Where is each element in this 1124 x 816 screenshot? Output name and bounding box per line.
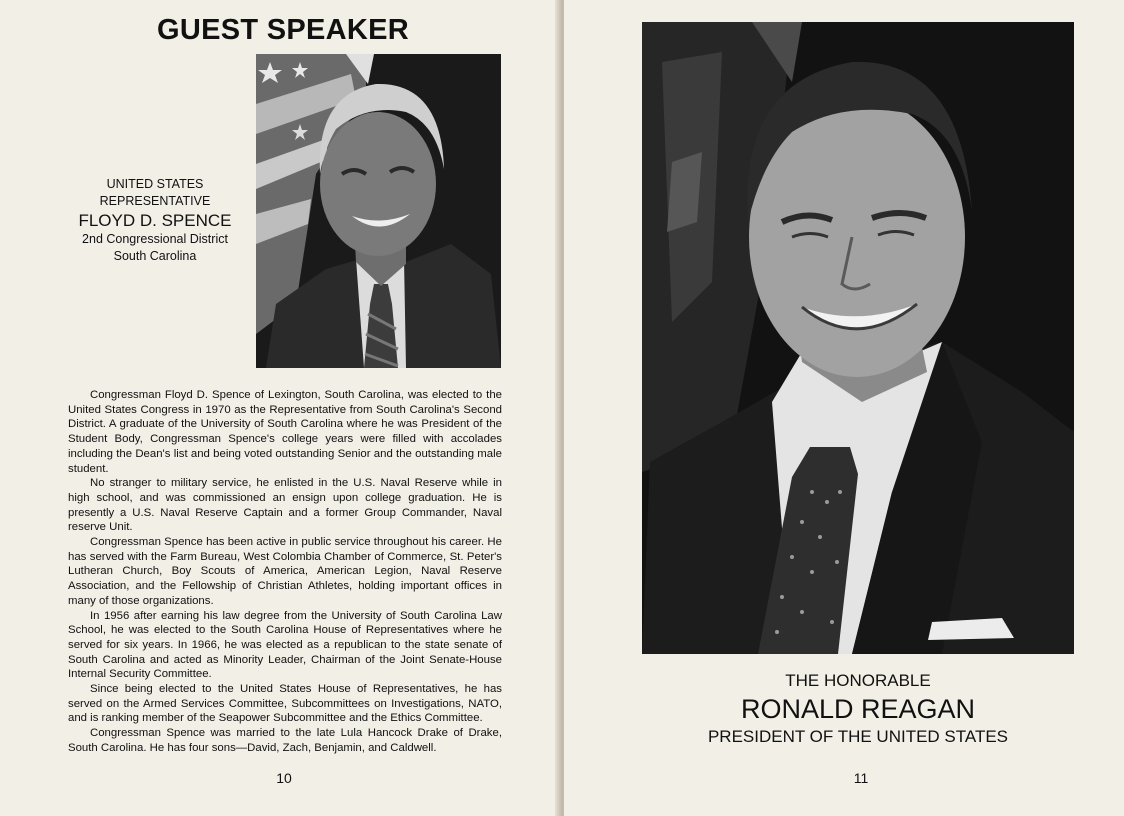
caption-honorific: THE HONORABLE — [785, 671, 931, 690]
bio-paragraph: In 1956 after earning his law degree from the University of South Carolina Law School, he was elected to the South Carolina House of Representatives where he served for six years. In 1966, he was elected as a republican to the state senate of South Carolina and acted as Minority Leader, Chairman of the Joint Senate-House Internal Security Committee. — [68, 609, 502, 681]
reagan-portrait-photo — [642, 22, 1074, 654]
reagan-caption — [676, 670, 1040, 748]
speaker-name: FLOYD D. SPENCE — [78, 211, 232, 230]
speaker-district: 2nd Congressional District — [82, 232, 228, 246]
bio-paragraph: No stranger to military service, he enlisted in the U.S. Naval Reserve while in high school, and was commissioned an ensign upon college graduation. He is presently a U.S. Naval Reserve Captain and a former Group Commander, Naval reserve Unit. — [68, 477, 502, 534]
bio-paragraph: Since being elected to the United States House of Representatives, he has served on the Armed Services Committee, Subcommittees on Investigations, NATO, and is ranking member of the Seapower Subcommittee and the Ethics Committee. — [68, 683, 502, 725]
bio-paragraph: Congressman Spence has been active in public service throughout his career. He has served with the Farm Bureau, West Colombia Chamber of Commerce, St. Peter's Lutheran Church, Boy Scouts of America, American Legion, Naval Reserve Association, and the Fellowship of Christian Athletes, holding important offices in many of those organizations. — [68, 536, 502, 607]
speaker-biography — [68, 388, 502, 756]
bio-paragraph: Congressman Spence was married to the late Lula Hancock Drake of Drake, South Carolina. He has four sons—David, Zach, Benjamin, and Caldwell. — [68, 727, 502, 754]
caption-name: RONALD REAGAN — [740, 694, 976, 724]
spence-portrait-photo — [256, 54, 501, 368]
reagan-portrait-illustration — [642, 22, 1074, 654]
speaker-caption — [50, 176, 260, 265]
left-page — [0, 0, 560, 816]
spence-portrait-illustration — [256, 54, 501, 368]
speaker-state: South Carolina — [113, 249, 197, 263]
speaker-title: UNITED STATES REPRESENTATIVE — [99, 177, 211, 208]
bio-paragraph: Congressman Floyd D. Spence of Lexington, South Carolina, was elected to the United States Congress in 1970 as the Representative from South Carolina's Second District. A graduate of the University of South Carolina where he was President of the Student Body, Congressman Spence's college years were filled with accolades including the Dean's list and being voted outstanding Senior and the outstanding male student. — [68, 389, 502, 475]
page-number-left: 10 — [276, 770, 292, 786]
caption-office: PRESIDENT OF THE UNITED STATES — [707, 727, 1009, 746]
page-number-right: 11 — [853, 770, 869, 786]
page-heading: GUEST SPEAKER — [156, 14, 410, 46]
